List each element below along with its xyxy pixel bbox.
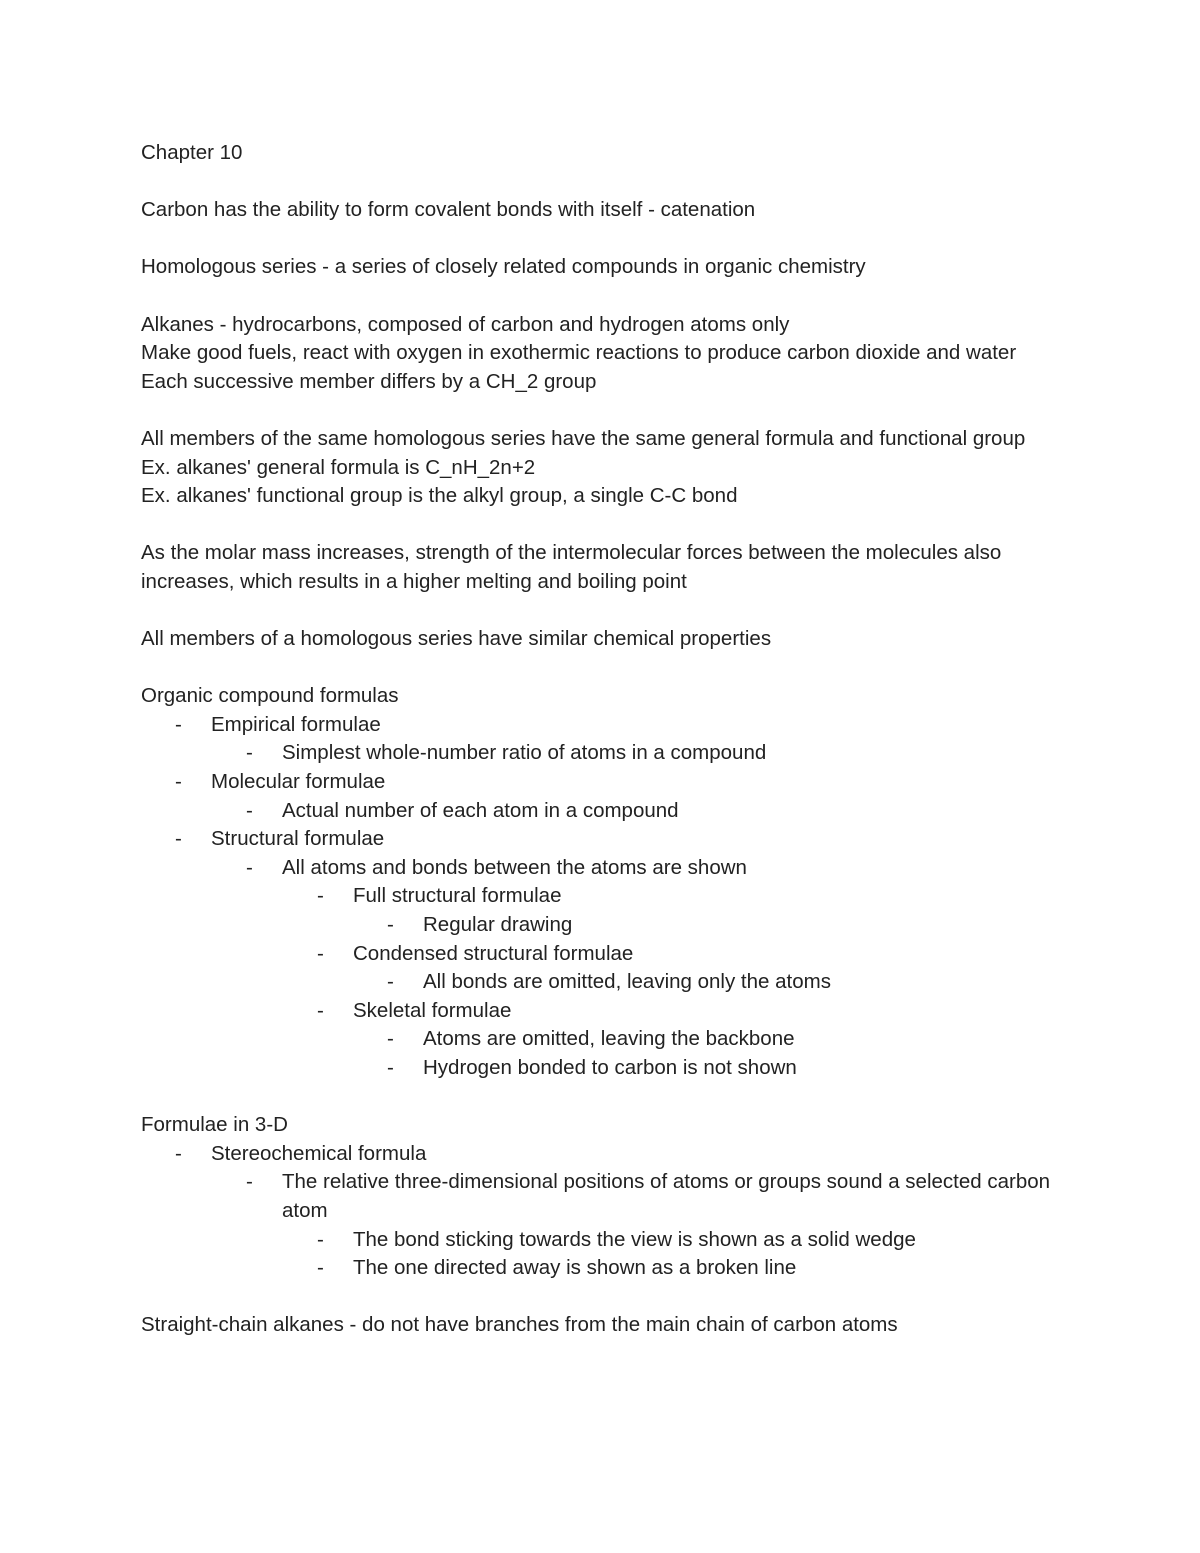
- bullet-dash: -: [175, 770, 182, 794]
- bullet-dash: -: [175, 712, 182, 736]
- list-item: [141, 882, 1061, 911]
- list-item: [141, 1254, 1061, 1283]
- list-item-text: Full structural formulae: [353, 884, 562, 908]
- spacer: [141, 654, 1061, 683]
- list-item: [141, 1025, 1061, 1054]
- bullet-dash: -: [317, 1227, 324, 1251]
- list-item: [141, 1168, 1061, 1225]
- spacer: [141, 1283, 1061, 1312]
- list-item: [141, 711, 1061, 740]
- paragraph-similar-properties: All members of a homologous series have similar chemical properties: [141, 627, 772, 651]
- paragraph-straight-chain: Straight-chain alkanes - do not have branches from the main chain of carbon atoms: [141, 1313, 898, 1337]
- bullet-dash: -: [387, 1056, 394, 1079]
- list-item: [141, 797, 1061, 826]
- bullet-dash: -: [175, 827, 182, 851]
- bullet-dash: -: [246, 798, 253, 822]
- spacer: [141, 168, 1061, 197]
- spacer: [141, 511, 1061, 540]
- list-item: [141, 739, 1061, 768]
- bullet-dash: -: [246, 741, 253, 765]
- list-item-text: Structural formulae: [211, 827, 385, 851]
- chapter-title: Chapter 10: [141, 141, 243, 164]
- list-item-text: Regular drawing: [423, 913, 573, 937]
- bullet-dash: -: [387, 1027, 394, 1051]
- list-item-text: Empirical formulae: [211, 712, 381, 736]
- list-item: [141, 854, 1061, 883]
- paragraph-molar-mass: As the molar mass increases, strength of the intermolecular forces between the molecules also increases, which results in a higher melting and boiling point: [141, 541, 1007, 593]
- list-item-text: The one directed away is shown as a broken line: [353, 1256, 797, 1280]
- organic-formulas-heading: Organic compound formulas: [141, 684, 399, 708]
- bullet-dash: -: [317, 884, 324, 908]
- bullet-dash: -: [317, 998, 324, 1022]
- general-formula-example: Ex. alkanes' general formula is C_nH_2n+2: [141, 455, 536, 479]
- bullet-dash: -: [387, 913, 394, 937]
- general-formula-statement: All members of the same homologous series have the same general formula and functional group: [141, 426, 1026, 450]
- list-item: [141, 1140, 1061, 1169]
- bullet-dash: -: [246, 855, 253, 879]
- list-item-text: The bond sticking towards the view is shown as a solid wedge: [353, 1227, 916, 1251]
- list-item-text: Atoms are omitted, leaving the backbone: [423, 1027, 795, 1051]
- list-item: [141, 911, 1061, 940]
- list-item: [141, 825, 1061, 854]
- list-item: [141, 968, 1061, 997]
- spacer: [141, 396, 1061, 425]
- list-item-text: Hydrogen bonded to carbon is not shown: [423, 1056, 797, 1079]
- spacer: [141, 597, 1061, 626]
- list-item: [141, 1054, 1061, 1083]
- alkanes-successive-member: Each successive member differs by a CH_2 group: [141, 369, 597, 393]
- paragraph-homologous-series: Homologous series - a series of closely related compounds in organic chemistry: [141, 255, 866, 279]
- paragraph-catenation: Carbon has the ability to form covalent bonds with itself - catenation: [141, 198, 756, 222]
- document-body: [141, 139, 1061, 1340]
- spacer: [141, 225, 1061, 254]
- spacer: [141, 282, 1061, 311]
- list-item: [141, 768, 1061, 797]
- list-item: [141, 940, 1061, 969]
- bullet-dash: -: [317, 1256, 324, 1280]
- alkanes-definition: Alkanes - hydrocarbons, composed of carbon and hydrogen atoms only: [141, 312, 790, 336]
- list-item-text: Molecular formulae: [211, 770, 386, 794]
- list-item-text: Actual number of each atom in a compound: [282, 798, 679, 822]
- list-item-text: Condensed structural formulae: [353, 941, 634, 965]
- list-item: [141, 1226, 1061, 1255]
- bullet-dash: -: [175, 1141, 182, 1165]
- formulae-3d-heading: Formulae in 3-D: [141, 1113, 288, 1137]
- functional-group-example: Ex. alkanes' functional group is the alkyl group, a single C-C bond: [141, 484, 738, 508]
- list-item: [141, 997, 1061, 1026]
- bullet-dash: -: [317, 941, 324, 965]
- alkanes-fuels: Make good fuels, react with oxygen in exothermic reactions to produce carbon dioxide and water: [141, 341, 1017, 365]
- list-item-text: All atoms and bonds between the atoms are shown: [282, 855, 747, 879]
- bullet-dash: -: [246, 1170, 253, 1194]
- list-item-text: Skeletal formulae: [353, 998, 512, 1022]
- list-item-text: Simplest whole-number ratio of atoms in a compound: [282, 741, 767, 765]
- list-item-text: The relative three-dimensional positions of atoms or groups sound a selected carbon atom: [282, 1170, 1051, 1222]
- list-item-text: All bonds are omitted, leaving only the atoms: [423, 970, 831, 994]
- spacer: [141, 1083, 1061, 1112]
- bullet-dash: -: [387, 970, 394, 994]
- list-item-text: Stereochemical formula: [211, 1141, 427, 1165]
